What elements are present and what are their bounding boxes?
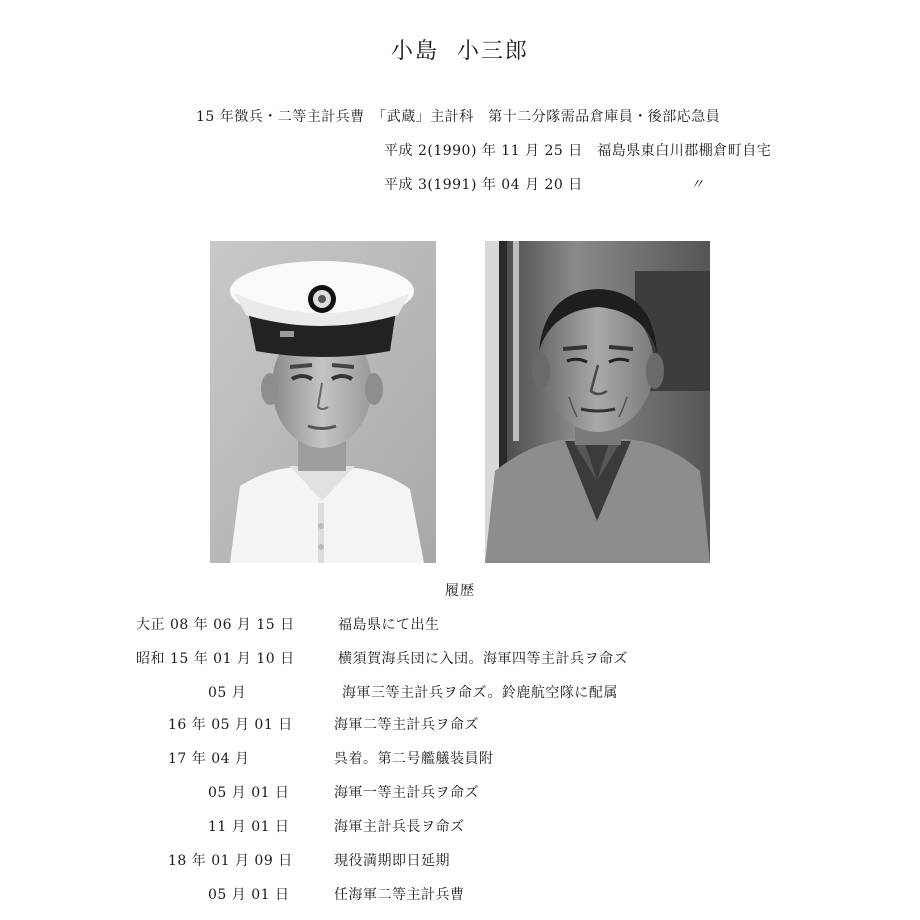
page-title (0, 34, 920, 65)
history-event: 福島県にて出生 (338, 617, 440, 633)
history-date: 18 年 01 月 09 日 (168, 853, 293, 869)
history-date: 17 年 04 月 (168, 751, 250, 767)
history-row (0, 648, 920, 670)
profile-line-3: 平成 3(1991) 年 04 月 20 日 (384, 177, 583, 193)
history-event: 横須賀海兵団に入団。海軍四等主計兵ヲ命ズ (338, 651, 628, 667)
history-row (0, 714, 920, 736)
history-row (0, 748, 920, 770)
history-event: 海軍三等主計兵ヲ命ズ。鈴鹿航空隊に配属 (342, 685, 618, 701)
history-row (0, 884, 920, 906)
history-date: 昭和 15 年 01 月 10 日 (136, 651, 295, 667)
young-sailor-portrait (210, 241, 436, 563)
history-date: 05 月 01 日 (208, 887, 290, 903)
history-date: 05 月 01 日 (208, 785, 290, 801)
history-event: 海軍一等主計兵ヲ命ズ (334, 785, 479, 801)
history-heading: 履歴 (445, 583, 475, 599)
history-event: 海軍主計兵長ヲ命ズ (334, 819, 465, 835)
profile-line-2: 平成 2(1990) 年 11 月 25 日 福島県東白川郡棚倉町自宅 (384, 143, 772, 159)
history-event: 現役満期即日延期 (334, 853, 450, 869)
history-row (0, 682, 920, 704)
history-event: 海軍二等主計兵ヲ命ズ (334, 717, 479, 733)
given-name: 小三郎 (457, 39, 530, 64)
history-date: 16 年 05 月 01 日 (168, 717, 293, 733)
history-event: 任海軍二等主計兵曹 (334, 887, 465, 903)
service-info: 15 年徴兵・二等主計兵曹 「武蔵」主計科 第十二分隊需品倉庫員・後部応急員 (196, 109, 721, 125)
history-row (0, 816, 920, 838)
history-date: 大正 08 年 06 月 15 日 (136, 617, 295, 633)
family-name: 小島 (390, 39, 439, 64)
elderly-man-portrait (485, 241, 710, 563)
history-row (0, 614, 920, 636)
history-row (0, 850, 920, 872)
ditto-mark: 〃 (690, 177, 704, 193)
history-row (0, 782, 920, 804)
history-date: 05 月 (208, 685, 247, 701)
history-date: 11 月 01 日 (208, 819, 290, 835)
history-event: 呉着。第二号艦艤装員附 (334, 751, 494, 767)
